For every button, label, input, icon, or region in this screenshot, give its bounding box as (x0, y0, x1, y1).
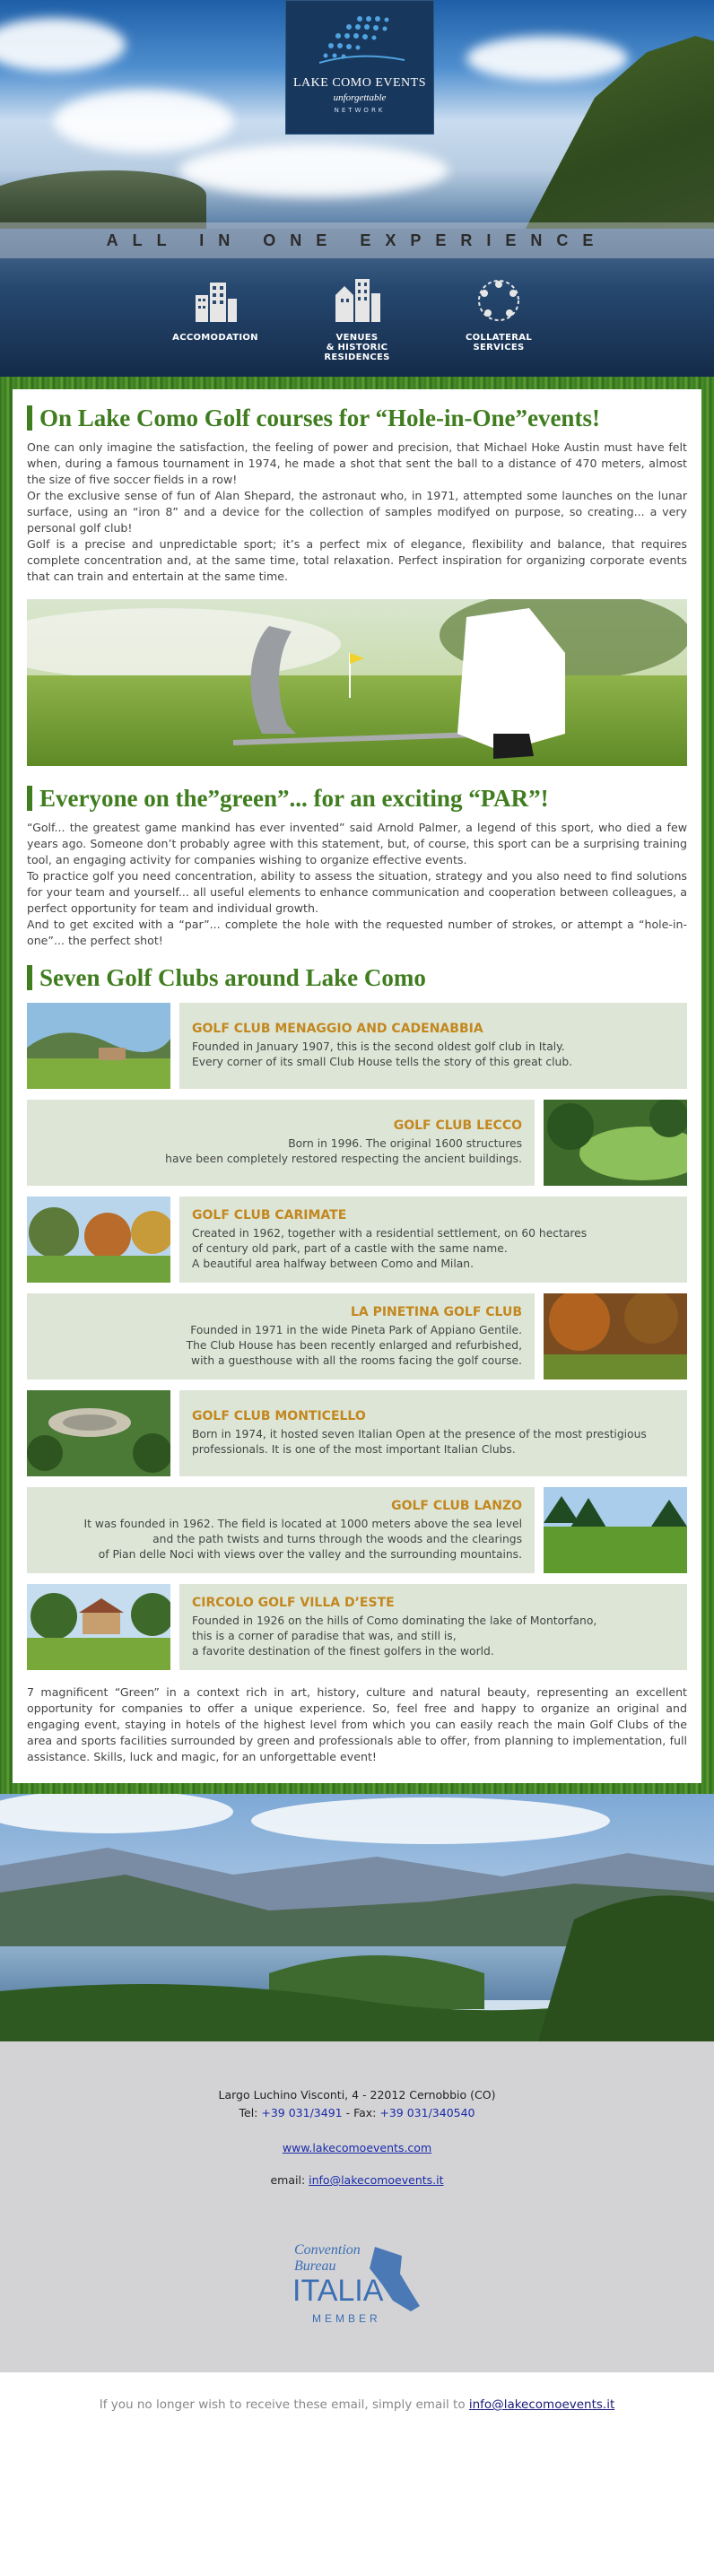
section-title-green: Everyone on the”green”... for an exciting “PAR”! (27, 786, 687, 811)
fax-number[interactable]: +39 031/340540 (379, 2106, 475, 2119)
badge-line3: ITALIA (292, 2274, 384, 2308)
club-name: GOLF CLUB CARIMATE (192, 1207, 347, 1223)
email-link[interactable]: info@lakecomoevents.it (309, 2173, 444, 2187)
club-card-lanzo (27, 1487, 687, 1573)
golf-club-photo (27, 599, 687, 766)
club-info (27, 1487, 535, 1573)
badge-line1: Convention (294, 2242, 361, 2258)
phone-link[interactable]: +39 031/3491 (261, 2106, 343, 2119)
club-card-carimate (27, 1197, 687, 1283)
buildings-icon (330, 274, 384, 327)
club-name: GOLF CLUB MONTICELLO (192, 1409, 366, 1423)
club-name: GOLF CLUB MENAGGIO AND CADENABBIA (192, 1022, 483, 1036)
grass-frame (0, 377, 714, 1794)
club-photo (27, 1390, 170, 1476)
club-photo (27, 1003, 170, 1089)
club-photo (544, 1293, 687, 1379)
golf-clubs-list (27, 1003, 687, 1670)
closing-paragraph: 7 magnificent “Green” in a context rich in art, history, culture and natural beauty, representing an excellent opportunity for companies to offer a unique experience. So, feel free and happy to organize an original and engaging event, staying in hotels of the highest level from which you can easily reach the main Golf Clubs of the area and sports facilities surrounded by green and professionals able to offer, from planning to implementation, full assistance. Skills, luck and magic, for an unforgettable event! (27, 1685, 687, 1763)
logo-subtitle: unforgettable (333, 92, 387, 103)
cloud (466, 36, 628, 81)
brand-logo[interactable] (285, 0, 434, 135)
club-info (179, 1390, 687, 1476)
tagline: ALL IN ONE EXPERIENCE (106, 231, 608, 249)
main-content (13, 389, 701, 1783)
footer-email-line (18, 2171, 696, 2189)
tagline-bar (0, 222, 714, 258)
badge-line2: Bureau (294, 2258, 336, 2274)
club-card-pinetina (27, 1293, 687, 1379)
section-title-hole-in-one: On Lake Como Golf courses for “Hole-in-One”events! (27, 405, 687, 431)
service-label: VENUES & HISTORIC RESIDENCES (324, 333, 390, 362)
club-photo (27, 1197, 170, 1283)
club-name: LA PINETINA GOLF CLUB (350, 1304, 522, 1319)
section-title-golf-clubs: Seven Golf Clubs around Lake Como (27, 965, 687, 990)
club-photo (27, 1584, 170, 1670)
hotel-icon (188, 274, 242, 327)
footer (0, 2041, 714, 2372)
club-description: Founded in 1971 in the wide Pineta Park of Appiano Gentile. The Club House has been recently enlarged and refurbished, with a guesthouse with all the rooms facing the golf course. (186, 1323, 522, 1367)
convention-bureau-italia-badge[interactable] (276, 2229, 438, 2337)
club-card-menaggio (27, 1003, 687, 1089)
header-banner (0, 0, 714, 377)
club-info (179, 1003, 687, 1089)
cloud (0, 18, 126, 72)
footer-phone-line (18, 2104, 696, 2122)
service-label: COLLATERAL SERVICES (465, 333, 532, 352)
club-description: It was founded in 1962. The field is located at 1000 meters above the sea level and the path twists and turns through the woods and the clearings of Pian delle Noci with views over the valley and the surrounding mountains. (83, 1517, 522, 1561)
service-accomodation[interactable] (161, 274, 269, 362)
logo-network: NETWORK (334, 107, 386, 114)
club-info (179, 1197, 687, 1283)
club-info (27, 1293, 535, 1379)
cloud (54, 90, 233, 152)
club-card-villa-deste (27, 1584, 687, 1670)
club-description: Born in 1996. The original 1600 structures have been completely restored respecting the ancient buildings. (165, 1137, 522, 1165)
services-icon (472, 274, 526, 327)
email-label: email: (270, 2173, 309, 2187)
club-photo (544, 1100, 687, 1186)
phone-prefix: Tel: (239, 2106, 262, 2119)
club-info (179, 1584, 687, 1670)
footer-address: Largo Luchino Visconti, 4 - 22012 Cernobbio (CO) (218, 2088, 496, 2102)
club-name: GOLF CLUB LECCO (393, 1118, 522, 1133)
club-card-lecco (27, 1100, 687, 1186)
website-link[interactable]: www.lakecomoevents.com (282, 2141, 432, 2154)
fax-prefix: - Fax: (342, 2106, 380, 2119)
club-name: CIRCOLO GOLF VILLA D’ESTE (192, 1595, 395, 1610)
service-venues[interactable] (303, 274, 411, 362)
club-name: GOLF CLUB LANZO (391, 1498, 522, 1513)
logo-dots-icon (306, 13, 414, 67)
green-paragraph: “Golf... the greatest game mankind has ever invented” said Arnold Palmer, a legend of this sport, who died a few years ago. Someone don’t probably agree with this statement, but, of course, this sport can be a surprising training tool, an engaging activity for companies wishing to organize effective events. To practice golf you need concentration, ability to assess the situation, strategy and you also need to find solutions for your team and yourself... all useful elements to enhance communication and cooperation between colleagues, a perfect opportunity for team and individual growth. And to get excited with a “par”... complete the hole with the requested number of strokes, or attempt a “hole-in-one”... the perfect shot! (27, 821, 687, 947)
badge-line4: MEMBER (312, 2312, 381, 2325)
club-card-monticello (27, 1390, 687, 1476)
club-description: Founded in January 1907, this is the second oldest golf club in Italy. Every corner of its small Club House tells the story of this great club. (192, 1040, 573, 1068)
service-collateral[interactable] (445, 274, 553, 362)
club-description: Founded in 1926 on the hills of Como dominating the lake of Montorfano, this is a corner of paradise that was, and still is, a favorite destination of the finest golfers in the world. (192, 1614, 597, 1658)
logo-title: LAKE COMO EVENTS (293, 76, 426, 90)
club-info (27, 1100, 535, 1186)
club-description: Born in 1974, it hosted seven Italian Open at the presence of the most prestigious professionals. It is one of the most important Italian Clubs. (192, 1428, 647, 1456)
unsubscribe-text: If you no longer wish to receive these email, simply email to (99, 2398, 469, 2412)
club-description: Created in 1962, together with a residential settlement, on 60 hectares of century old park, part of a castle with the same name. A beautiful area halfway between Como and Milan. (192, 1226, 588, 1270)
intro-paragraph: One can only imagine the satisfaction, the feeling of power and precision, that Michael Hoke Austin must have felt when, during a famous tournament in 1974, he made a shot that sent the ball to a distance of 470 meters, almost the size of five soccer fields in a row! Or the exclusive sense of fun of Alan Shepard, the astronaut who, in 1971, attempted some launches on the lunar surface, using an “iron 8” and a device for the collection of samples modifyed on purpose, so creating... a very personal golf club! Golf is a precise and unpredictable sport; it’s a perfect mix of elegance, flexibility and balance, that requires complete concentration and, at the same time, total relaxation. Perfect inspiration for organizing corporate events that can train and entertain at the same time. (27, 440, 687, 583)
services-row (0, 274, 714, 362)
unsubscribe-bar (0, 2372, 714, 2439)
cloud (179, 144, 448, 197)
service-label: ACCOMODATION (172, 333, 258, 343)
club-photo (544, 1487, 687, 1573)
lake-como-panorama (0, 1794, 714, 2041)
unsubscribe-email-link[interactable]: info@lakecomoevents.it (468, 2398, 615, 2412)
